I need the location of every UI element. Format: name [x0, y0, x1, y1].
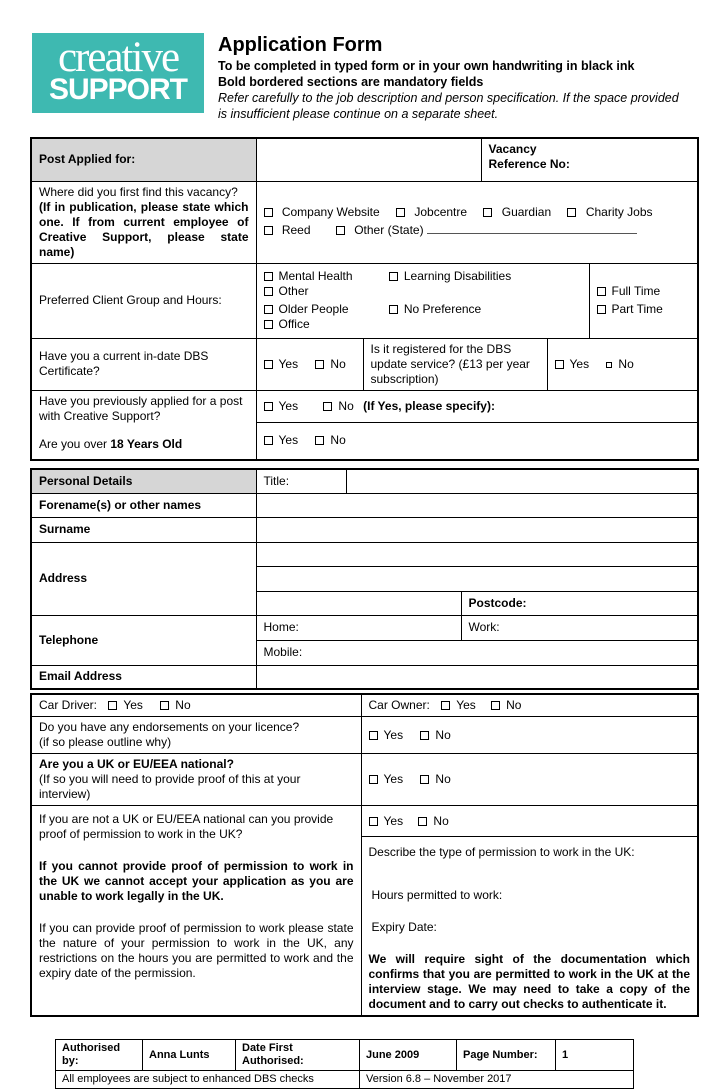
title-input[interactable] — [346, 469, 698, 493]
reed-checkbox[interactable] — [264, 226, 273, 235]
version-note: Version 6.8 – November 2017 — [360, 1071, 634, 1089]
other-source-input-line[interactable] — [427, 223, 637, 234]
part-time-label: Part Time — [611, 301, 663, 316]
personal-details-header-cell — [31, 469, 256, 493]
client-group-label: Preferred Client Group and Hours: — [39, 293, 222, 307]
mental-health-checkbox[interactable] — [264, 272, 273, 281]
personal-details-label: Personal Details — [39, 473, 133, 488]
creative-support-logo — [32, 33, 204, 113]
address-input-line1[interactable] — [256, 542, 698, 566]
not-national-question: If you are not a UK or EU/EEA national can you provide proof of permission to work in the UK? — [39, 812, 334, 841]
date-first-authorised-label: Date First Authorised: — [236, 1040, 360, 1071]
previous-application-answer-cell — [256, 390, 698, 422]
national-yes-checkbox[interactable] — [369, 775, 378, 784]
age-no-label: No — [330, 433, 346, 448]
car-owner-yes-checkbox[interactable] — [441, 701, 450, 710]
charity-jobs-checkbox[interactable] — [567, 208, 576, 217]
car-driver-no-label: No — [175, 698, 191, 712]
other-group-checkbox[interactable] — [264, 287, 273, 296]
header-text — [218, 33, 686, 122]
dbs-update-yes-label: Yes — [569, 356, 590, 371]
header — [0, 0, 724, 122]
address-label: Address — [39, 571, 88, 585]
dbs-update-answer-cell — [547, 338, 698, 390]
national-question-bold: Are you a UK or EU/EEA national? — [39, 757, 234, 771]
surname-label-cell — [31, 517, 256, 542]
previous-yes-label: Yes — [278, 398, 299, 413]
address-label-cell — [31, 542, 256, 615]
subtitle-line3: Refer carefully to the job description and person specification. If the space provided is insufficient please continue on a separate sheet. — [218, 91, 679, 121]
previous-if-yes-label: (If Yes, please specify): — [363, 398, 495, 413]
previous-no-label: No — [338, 398, 354, 413]
authorised-by-label: Authorised by: — [56, 1040, 143, 1071]
describe-permission-label: Describe the type of permission to work in the UK: — [368, 845, 635, 859]
jobcentre-label: Jobcentre — [414, 205, 468, 219]
telephone-label-cell — [31, 615, 256, 665]
endorsements-answer-cell — [361, 717, 698, 754]
company-website-checkbox[interactable] — [264, 208, 273, 217]
surname-input[interactable] — [256, 517, 698, 542]
surname-label: Surname — [39, 522, 91, 536]
can-provide-text: If you can provide proof of permission to work please state the nature of your permission to work in the UK, any restrictions on the hours you are permitted to work and the expiry date of the permission. — [39, 921, 354, 980]
page-title: Application Form — [218, 34, 383, 56]
charity-jobs-label: Charity Jobs — [585, 205, 653, 219]
car-driver-no-checkbox[interactable] — [160, 701, 169, 710]
age-question — [39, 437, 249, 452]
telephone-label: Telephone — [39, 632, 99, 647]
subtitle-line2: Bold bordered sections are mandatory fields — [218, 75, 484, 89]
endorsements-yes-checkbox[interactable] — [369, 731, 378, 740]
national-yes-label: Yes — [383, 772, 404, 786]
car-owner-cell — [361, 694, 698, 717]
dbs-update-no-label: No — [618, 356, 634, 371]
permission-info-cell — [31, 806, 361, 1017]
car-driver-label: Car Driver: — [39, 698, 98, 712]
endorsements-no-label: No — [435, 727, 451, 742]
national-answer-cell — [361, 754, 698, 806]
guardian-label: Guardian — [501, 205, 552, 219]
home-label: Home: — [263, 620, 299, 634]
personal-details-table — [30, 468, 699, 690]
endorsements-question-line1: Do you have any endorsements on your licence? — [39, 720, 300, 734]
documentation-notice: We will require sight of the documentation which confirms that you are permitted to work in the UK at the interview stage. We may need to take a copy of the document and to carry out checks to authenticate it. — [368, 952, 690, 1011]
dbs-yes-label: Yes — [278, 356, 299, 371]
client-group-label-cell — [31, 263, 256, 338]
cannot-provide-text: If you cannot provide proof of permission to work in the UK we cannot accept your application as you are unable to work legally in the UK. — [39, 859, 354, 903]
dbs-no-label: No — [330, 356, 346, 371]
work-label: Work: — [468, 620, 500, 634]
email-label-cell — [31, 665, 256, 689]
reed-label: Reed — [281, 223, 311, 237]
older-people-label: Older People — [278, 301, 349, 316]
post-applied-input[interactable] — [256, 138, 481, 181]
permission-details-cell[interactable] — [361, 837, 698, 1017]
date-first-authorised-value: June 2009 — [360, 1040, 457, 1071]
vacancy-table — [30, 137, 699, 461]
address-input-line3[interactable] — [256, 591, 461, 615]
car-owner-yes-label: Yes — [456, 698, 476, 712]
national-question-rest: (If so you will need to provide proof of this at your interview) — [39, 772, 301, 801]
office-label: Office — [278, 316, 310, 331]
full-time-label: Full Time — [611, 283, 661, 298]
previous-application-cell — [31, 390, 256, 460]
age-answer-cell — [256, 422, 698, 460]
post-applied-label: Post Applied for: — [39, 152, 136, 167]
expiry-date-label: Expiry Date: — [371, 920, 437, 934]
vacancy-ref-label-line2: Reference No: — [488, 157, 570, 171]
dbs-question-cell — [31, 338, 256, 390]
hours-permitted-label: Hours permitted to work: — [371, 888, 503, 902]
endorsements-yes-label: Yes — [383, 727, 404, 742]
telephone-home-cell[interactable] — [256, 615, 461, 640]
vacancy-ref-label-line1: Vacancy — [488, 142, 537, 156]
permission-yes-label: Yes — [383, 813, 404, 828]
eligibility-table — [30, 693, 699, 1017]
postcode-label: Postcode: — [468, 595, 527, 610]
client-group-options-cell — [256, 263, 589, 338]
dbs-update-question-cell — [363, 338, 547, 390]
national-question-cell — [31, 754, 361, 806]
dbs-no-checkbox[interactable] — [315, 360, 324, 369]
car-driver-yes-checkbox[interactable] — [108, 701, 117, 710]
car-owner-label: Car Owner: — [368, 698, 430, 712]
age-yes-label: Yes — [278, 433, 299, 448]
car-driver-cell — [31, 694, 361, 717]
part-time-checkbox[interactable] — [597, 305, 606, 314]
dbs-update-yes-checkbox[interactable] — [555, 360, 564, 369]
footer-table — [55, 1039, 634, 1089]
car-driver-yes-label: Yes — [123, 698, 143, 712]
national-no-label: No — [435, 772, 451, 786]
dbs-checks-note: All employees are subject to enhanced DBS checks — [56, 1071, 360, 1089]
dbs-update-question: Is it registered for the DBS update service? (£13 per year subscription) — [370, 341, 530, 386]
permission-yes-checkbox[interactable] — [369, 817, 378, 826]
telephone-work-cell[interactable] — [461, 615, 698, 640]
forename-label: Forename(s) or other names — [39, 497, 202, 512]
page-number-label: Page Number: — [457, 1040, 556, 1071]
permission-answer-cell — [361, 806, 698, 837]
older-people-checkbox[interactable] — [264, 305, 273, 314]
full-time-checkbox[interactable] — [597, 287, 606, 296]
source-question-line1: Where did you first find this vacancy? — [39, 184, 238, 199]
title-label-cell — [256, 469, 346, 493]
mobile-label: Mobile: — [263, 645, 303, 659]
national-no-checkbox[interactable] — [420, 775, 429, 784]
vacancy-ref-cell[interactable] — [481, 138, 698, 181]
forename-label-cell — [31, 493, 256, 517]
vacancy-source-question-cell — [31, 181, 256, 263]
email-label: Email Address — [39, 669, 122, 684]
other-group-label: Other — [278, 283, 309, 298]
source-question-line2: (If in publication, please state which one. If from current employee of Creative Support, please state name) — [39, 199, 249, 259]
age-question-bold: 18 Years Old — [110, 436, 183, 451]
age-no-checkbox[interactable] — [315, 436, 324, 445]
dbs-answer-cell — [256, 338, 363, 390]
previous-application-question: Have you previously applied for a post with Creative Support? — [39, 393, 243, 423]
previous-yes-checkbox[interactable] — [264, 402, 273, 411]
age-yes-checkbox[interactable] — [264, 436, 273, 445]
authorised-by-value: Anna Lunts — [143, 1040, 236, 1071]
age-question-prefix: Are you over — [39, 436, 111, 451]
dbs-yes-checkbox[interactable] — [264, 360, 273, 369]
no-preference-checkbox[interactable] — [389, 305, 398, 314]
dbs-question: Have you a current in-date DBS Certificate? — [39, 349, 209, 378]
mental-health-label: Mental Health — [278, 268, 353, 283]
telephone-mobile-cell[interactable] — [256, 640, 698, 665]
previous-no-checkbox[interactable] — [323, 402, 332, 411]
vacancy-source-options-cell — [256, 181, 698, 263]
title-label: Title: — [263, 473, 290, 488]
car-owner-no-checkbox[interactable] — [491, 701, 500, 710]
address-input-line2[interactable] — [256, 566, 698, 591]
office-checkbox[interactable] — [264, 320, 273, 329]
logo-word-creative: creative — [57, 33, 179, 81]
logo-word-support: SUPPORT — [48, 72, 188, 106]
endorsements-question-line2: (if so please outline why) — [39, 735, 172, 749]
permission-no-checkbox[interactable] — [418, 817, 427, 826]
email-input[interactable] — [256, 665, 698, 689]
page-number-value: 1 — [556, 1040, 634, 1071]
other-source-label: Other (State) — [354, 223, 424, 237]
other-source-checkbox[interactable] — [336, 226, 345, 235]
dbs-update-no-checkbox[interactable] — [606, 362, 612, 368]
permission-no-label: No — [433, 813, 449, 828]
guardian-checkbox[interactable] — [483, 208, 492, 217]
endorsements-question-cell — [31, 717, 361, 754]
no-preference-label: No Preference — [403, 301, 482, 316]
learning-disabilities-checkbox[interactable] — [389, 272, 398, 281]
hours-options-cell — [589, 263, 698, 338]
forename-input[interactable] — [256, 493, 698, 517]
jobcentre-checkbox[interactable] — [396, 208, 405, 217]
endorsements-no-checkbox[interactable] — [420, 731, 429, 740]
car-owner-no-label: No — [506, 698, 522, 712]
subtitle-line1: To be completed in typed form or in your own handwriting in black ink — [218, 59, 635, 73]
learning-disabilities-label: Learning Disabilities — [403, 268, 512, 283]
company-website-label: Company Website — [281, 205, 380, 219]
post-applied-label-cell — [31, 138, 256, 181]
postcode-cell[interactable] — [461, 591, 698, 615]
